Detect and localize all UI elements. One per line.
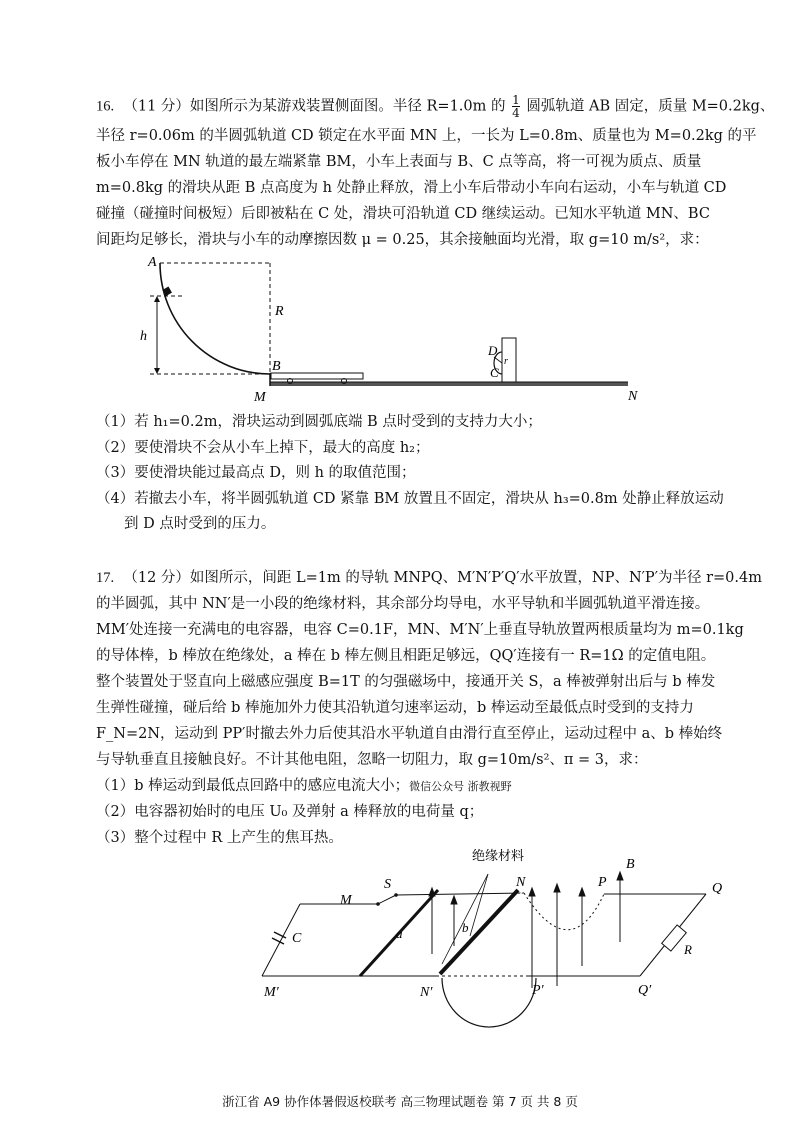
label-r: R (684, 942, 692, 957)
q17-intro (96, 568, 762, 588)
q16-sub-2: （2）要使滑块不会从小车上掉下，最大的高度 h₂； (96, 440, 430, 456)
q17-line: F_N=2N，运动到 PP′时撤去外力后使其沿水平轨道自由滑行直至停止，运动过程中 a、b 棒始终 (96, 726, 723, 742)
label-n-prime: N′ (420, 985, 433, 1000)
page-footer: 浙江省 A9 协作体暑假返校联考 高三物理试题卷 第 7 页 共 8 页 (222, 1094, 578, 1109)
q17-line: 整个装置处于竖直向上磁感应强度 B=1T 的匀强磁场中，接通开关 S，a 棒被弹射出后与 b 棒发 (96, 674, 716, 690)
dotted-arc (524, 893, 604, 930)
q16-line: 板小车停在 MN 轨道的最左端紧靠 BM，小车上表面与 B、C 点等高，将一可视为质点、质量 (96, 154, 702, 170)
label-m-prime: M′ (264, 985, 279, 1000)
q17-line: 生弹性碰撞，碰后给 b 棒施加外力使其沿轨道匀速率运动，b 棒运动至最低点时受到的支持力 (96, 700, 694, 716)
label-p-prime: P′ (532, 983, 544, 998)
q16-sub-3: （3）要使滑块能过最高点 D，则 h 的取值范围； (96, 465, 416, 481)
label-c: C (490, 365, 499, 380)
label-s: S (384, 877, 391, 892)
label-m: M (254, 390, 266, 404)
q16-intro (96, 94, 774, 119)
label-n: N (628, 389, 638, 404)
watermark: 微信公众号 浙教视野 (409, 780, 512, 793)
label-d: D (488, 343, 498, 358)
q17-sub-1: （1）b 棒运动到最低点回路中的感应电流大小；微信公众号 浙教视野 (96, 778, 512, 794)
q16-sub-1: （1）若 h₁=0.2m，滑块运动到圆弧底端 B 点时受到的支持力大小； (96, 414, 542, 430)
q16-line: 碰撞（碰撞时间极短）后即被粘在 C 处，滑块可沿轨道 CD 继续运动。已知水平轨道 MN、BC (96, 206, 710, 222)
q17-sub-3: （3）整个过程中 R 上产生的焦耳热。 (96, 830, 343, 846)
label-insulation: 绝缘材料 (472, 849, 525, 864)
label-n: N (516, 875, 526, 890)
label-b-rod: b (462, 920, 469, 935)
q16-intro-b: 圆弧轨道 AB 固定，质量 M=0.2kg、 (526, 98, 775, 115)
q16-line: 半径 r=0.06m 的半圆弧轨道 CD 锁定在水平面 MN 上，一长为 L=0.8m、质量也为 M=0.2kg 的平 (96, 128, 757, 144)
cart (271, 373, 363, 379)
q16-line: 间距均足够长，滑块与小车的动摩擦因数 μ = 0.25，其余接触面均光滑，取 g=10 m/s²，求： (96, 232, 709, 248)
q17-figure (260, 846, 740, 1078)
q17-line: 的半圆弧，其中 NN′是一小段的绝缘材料，其余部分均导电，水平导轨和半圆弧轨道平滑连接。 (96, 596, 710, 612)
q17-sub-2: （2）电容器初始时的电压 U₀ 及弹射 a 棒释放的电荷量 q； (96, 804, 484, 820)
label-b-field: B (626, 857, 635, 872)
q17-line: 的导体棒，b 棒放在绝缘处，a 棒在 b 棒左侧且相距足够远，QQ′连接有一 R=1Ω 的定值电阻。 (96, 648, 716, 664)
arc-track-ab (160, 263, 270, 374)
label-a: A (148, 255, 157, 270)
label-a: a (396, 926, 403, 941)
label-q-prime: Q′ (638, 983, 652, 998)
label-m: M (340, 893, 352, 908)
quarter-fraction: $\frac{1}{4}$ (512, 93, 520, 120)
q16-sub-4-cont: 到 D 点时受到的压力。 (124, 516, 276, 532)
q16-sub-4: （4）若撤去小车，将半圆弧轨道 CD 紧靠 BM 放置且不固定，滑块从 h₃=0.8m 处静止释放运动 (96, 491, 724, 507)
q17-line: （12 分）如图所示，间距 L=1m 的导轨 MNPQ、M′N′P′Q′水平放置，NP、N′P′为半径 r=0.4m (123, 570, 762, 586)
q17-number: 17. (96, 570, 115, 586)
ground-mn (270, 382, 628, 386)
label-r: R (275, 304, 284, 319)
capacitor-plate (272, 938, 284, 944)
q16-number: 16. (96, 98, 115, 115)
q16-intro-a: （11 分）如图所示为某游戏装置侧面图。半径 R=1.0m 的 (123, 98, 506, 115)
label-p: P (598, 875, 607, 890)
resistor (662, 925, 687, 951)
q16-figure (130, 252, 650, 404)
semicircle-arc-np (442, 978, 536, 1027)
label-q: Q (712, 881, 723, 896)
label-r-small: r (504, 356, 508, 367)
magnetic-field-arrows (429, 872, 623, 988)
q17-line: 与导轨垂直且接触良好。不计其他电阻，忽略一切阻力，取 g=10m/s²、π = 3，求： (96, 752, 648, 768)
label-c: C (292, 931, 302, 946)
q17-line: MM′处连接一充满电的电容器，电容 C=0.1F，MN、M′N′上垂直导轨放置两根质量均为 m=0.1kg (96, 622, 744, 638)
q16-line: m=0.8kg 的滑块从距 B 点高度为 h 处静止释放，滑上小车后带动小车向右运动，小车与轨道 CD (96, 180, 727, 196)
label-b: B (272, 359, 281, 374)
label-h: h (140, 329, 147, 344)
